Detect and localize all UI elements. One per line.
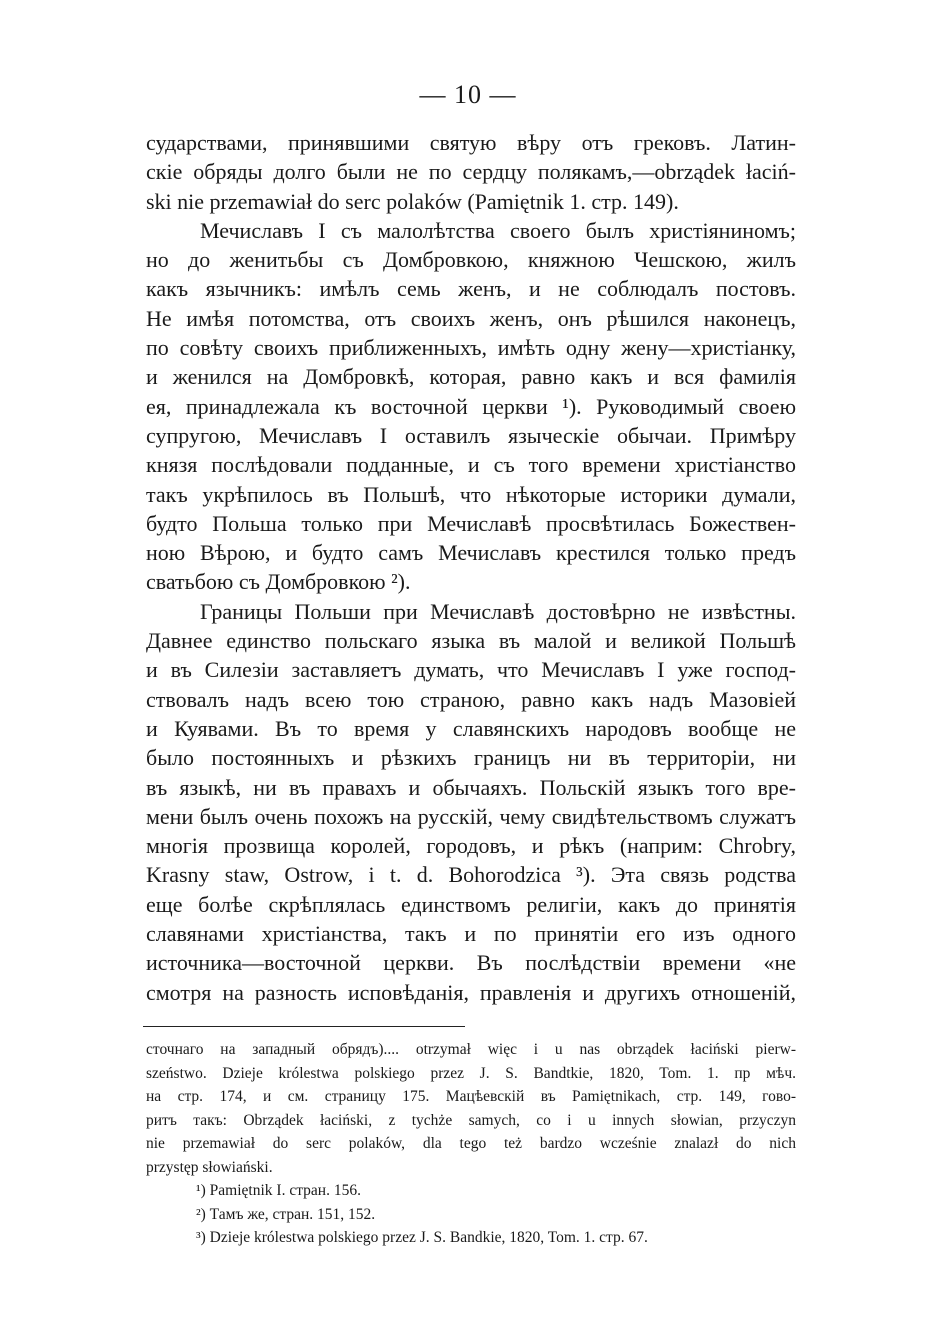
footnote-3: ³) Dzieje królestwa polskiego przez J. S. Bandkie, 1820, Tom. 1. стр. 67. bbox=[196, 1229, 648, 1246]
text-line: славянами христіанства, такъ и по принятіи его изъ одного bbox=[146, 921, 796, 947]
text-line: такъ укрѣпилось въ Польшѣ, что нѣкоторые историки думали, bbox=[146, 481, 796, 507]
text-line: смотря на разность исповѣданія, правленія и другихъ отношеній, bbox=[146, 979, 796, 1005]
footnote-line: сточнаго на западный обрядъ).... otrzymał więc i u nas obrządek łaciński pierw- bbox=[146, 1041, 796, 1058]
text-line: будто Польша только при Мечиславѣ просвѣтилась Божествен- bbox=[146, 510, 796, 536]
text-line: ствовалъ надъ всею тою страною, равно какъ надъ Мазовіей bbox=[146, 686, 796, 712]
footnote-line: ритъ такъ: Obrządek łaciński, z tychże samych, co i u innych słowian, przyczyn bbox=[146, 1111, 796, 1129]
footnote-divider bbox=[143, 1026, 465, 1027]
text-line: Krasny staw, Ostrow, i t. d. Bohorodzica ³). Эта связь родства bbox=[146, 862, 796, 888]
text-line: еще болѣе скрѣплялась единствомъ религіи, какъ до принятія bbox=[146, 891, 796, 917]
text-line: было постоянныхъ и рѣзкихъ границъ ни въ территоріи, ни bbox=[146, 745, 796, 771]
footnote-line: szeństwo. Dzieje królestwa polskiego przez J. S. Bandtkie, 1820, Tom. 1. пр мѣч. bbox=[146, 1064, 796, 1082]
text-line: ною Вѣрою, и будто самъ Мечиславъ крестился только предъ bbox=[146, 540, 796, 566]
footnote-line: nie przemawiał do serc polaków, dla tego też bardzo wcześnie znalazł do nich bbox=[146, 1135, 796, 1152]
text-line: и Куявами. Въ то время у славянскихъ народовъ вообще не bbox=[146, 715, 796, 741]
page-number: — 10 — bbox=[419, 80, 517, 109]
text-line: ski nie przemawiał do serc polaków (Pamiętnik 1. стр. 149). bbox=[146, 188, 679, 214]
footnote-line: przystęp słowiański. bbox=[146, 1158, 273, 1176]
text-line: супругою, Мечиславъ I оставилъ языческіе обычаи. Примѣру bbox=[146, 422, 796, 448]
paragraph-start-line: Границы Польши при Мечиславѣ достовѣрно не извѣстны. bbox=[200, 598, 796, 624]
footnotes bbox=[146, 1038, 796, 1250]
footnote-line: на стр. 174, и см. страницу 175. Мацѣевскій въ Pamiętnikach, стр. 149, гово- bbox=[146, 1088, 796, 1105]
text-line: скіе обряды долго были не по сердцу полякамъ,—obrządek łaciń- bbox=[146, 159, 796, 185]
text-line: Давнее единство польскаго языка въ малой и великой Польшѣ bbox=[146, 628, 796, 654]
text-line: сватьбою съ Домбровкою ²). bbox=[146, 569, 411, 595]
text-line: какъ язычникъ: имѣлъ семь женъ, и не соблюдалъ постовъ. bbox=[146, 276, 796, 302]
text-line: Не имѣя потомства, отъ своихъ женъ, онъ рѣшился наконецъ, bbox=[146, 305, 796, 331]
text-line: и въ Силезіи заставляетъ думать, что Мечиславъ I уже господ- bbox=[146, 657, 796, 683]
text-line: источника—восточной церкви. Въ послѣдствіи времени «не bbox=[146, 950, 796, 976]
text-line: многія прозвища королей, городовъ, и рѣкъ (наприм: Chrobry, bbox=[146, 833, 796, 859]
text-line: сударствами, принявшими святую вѣру отъ грековъ. Латин- bbox=[146, 130, 796, 155]
text-line: князя послѣдовали подданные, и съ того времени христіанство bbox=[146, 452, 796, 478]
text-line: и женился на Домбровкѣ, которая, равно какъ и вся фамилія bbox=[146, 364, 796, 390]
paragraph-start-line: Мечиславъ I съ малолѣтства своего былъ христіяниномъ; bbox=[200, 217, 796, 243]
text-line: въ языкѣ, ни въ правахъ и обычаяхъ. Польскій языкъ того вре- bbox=[146, 774, 796, 800]
text-line: ея, принадлежала къ восточной церкви ¹). Руководимый своею bbox=[146, 393, 796, 419]
footnote-2: ²) Тамъ же, стран. 151, 152. bbox=[196, 1205, 376, 1223]
footnote-1: ¹) Pamiętnik I. стран. 156. bbox=[196, 1182, 361, 1199]
text-line: по совѣту своихъ приближенныхъ, имѣть одну жену—христіанку, bbox=[146, 335, 796, 361]
main-text bbox=[146, 128, 796, 1007]
text-line: мени былъ очень похожъ на русскій, чему свидѣтельствомъ служатъ bbox=[146, 803, 796, 829]
text-line: но до женитьбы съ Домбровкою, княжною Чешскою, жилъ bbox=[146, 247, 796, 273]
